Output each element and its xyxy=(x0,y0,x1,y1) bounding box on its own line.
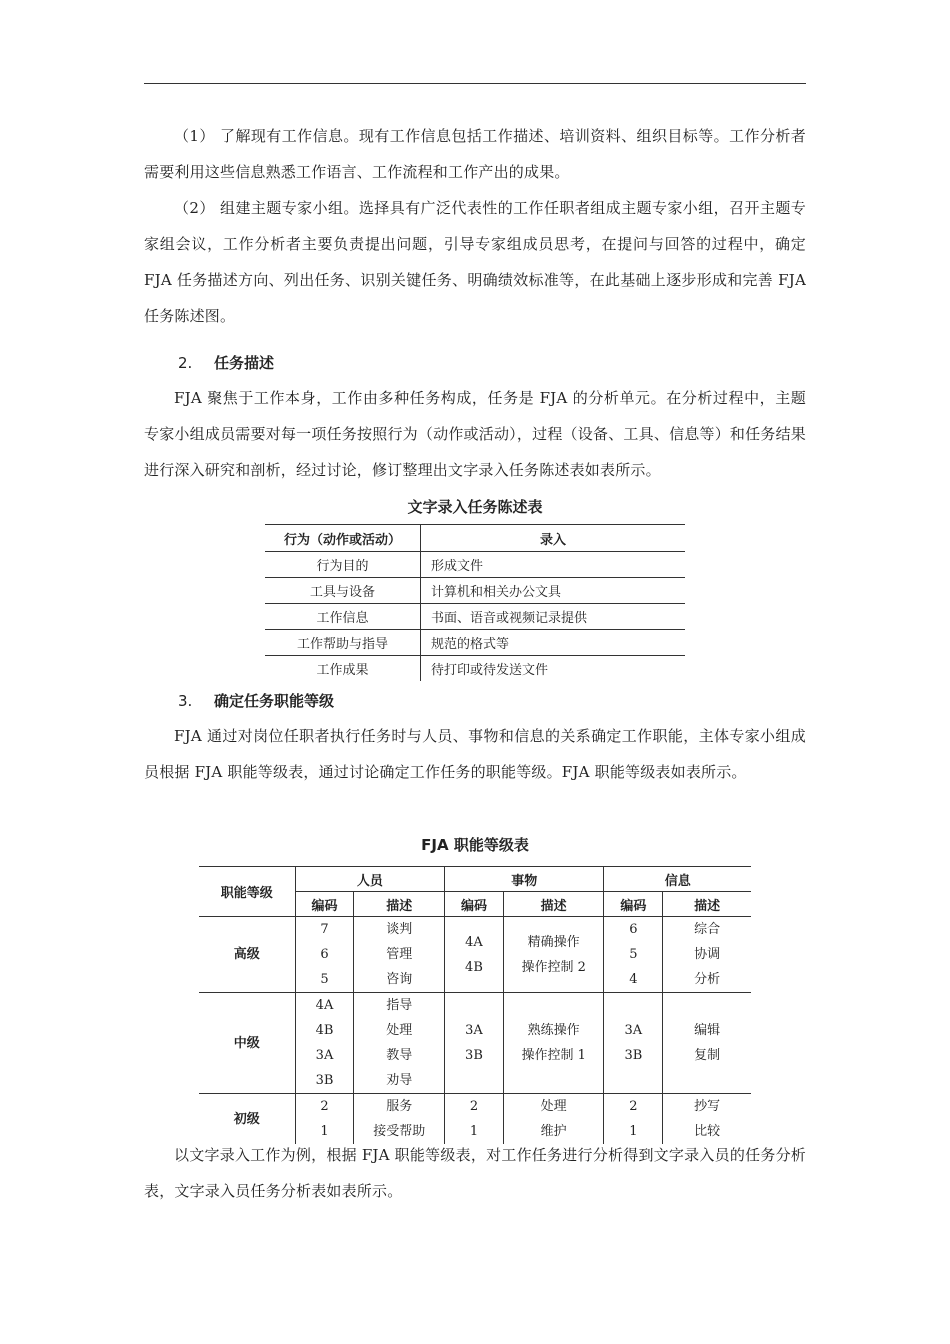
desc-value: 教导 xyxy=(386,1048,413,1063)
table-cell: 工作信息 xyxy=(265,604,421,630)
desc-value: 精确操作 xyxy=(527,934,580,950)
desc-value: 分析 xyxy=(694,972,721,987)
desc-value: 比较 xyxy=(694,1124,721,1139)
table-cell xyxy=(295,917,354,993)
code-value: 4A xyxy=(315,998,334,1013)
code-value: 2 xyxy=(629,1099,638,1114)
level-cell: 高级 xyxy=(199,917,295,993)
table-cell xyxy=(445,917,504,993)
table-header-cell: 录入 xyxy=(421,525,686,552)
code-value: 4A xyxy=(465,934,483,950)
code-value: 3B xyxy=(624,1048,643,1063)
table-cell xyxy=(604,993,663,1094)
code-value: 1 xyxy=(320,1124,329,1139)
table-cell: 书面、语音或视频记录提供 xyxy=(421,604,686,630)
section-title: 确定任务职能等级 xyxy=(214,692,335,710)
desc-value: 编辑 xyxy=(694,1023,721,1038)
desc-value: 处理 xyxy=(386,1023,413,1038)
desc-value: 操作控制 1 xyxy=(521,1048,586,1063)
code-value: 1 xyxy=(469,1124,479,1139)
table-cell xyxy=(354,993,445,1094)
desc-value: 谈判 xyxy=(386,922,413,937)
code-value: 3B xyxy=(315,1073,334,1088)
table-group-header: 人员 xyxy=(295,867,444,892)
table-cell: 工作帮助与指导 xyxy=(265,630,421,656)
section-heading-function-level xyxy=(178,689,334,713)
desc-value: 管理 xyxy=(386,947,413,962)
code-value: 6 xyxy=(320,947,329,962)
table-cell xyxy=(663,917,751,993)
table-header-row xyxy=(265,525,685,552)
code-value: 5 xyxy=(629,947,638,962)
code-value: 3B xyxy=(465,1048,483,1063)
code-value: 3A xyxy=(315,1048,334,1063)
document-page xyxy=(144,0,806,1344)
section-title: 任务描述 xyxy=(214,354,275,372)
table-row xyxy=(199,993,751,1094)
table-subheader-cell: 编码 xyxy=(445,892,504,917)
table-header-cell: 职能等级 xyxy=(199,867,295,917)
code-value: 6 xyxy=(629,922,638,937)
table-cell xyxy=(663,993,751,1094)
desc-value: 维护 xyxy=(540,1124,567,1139)
code-value: 7 xyxy=(320,922,329,937)
table-subheader-cell: 编码 xyxy=(604,892,663,917)
table-cell xyxy=(503,917,604,993)
table-group-header: 事物 xyxy=(445,867,604,892)
desc-value: 服务 xyxy=(386,1099,413,1114)
paragraph-expert-group: （2） 组建主题专家小组。选择具有广泛代表性的工作任职者组成主题专家小组，召开主题专家组会议，工作分析者主要负责提出问题，引导专家组成员思考，在提问与回答的过程中，确定 FJA 任务描述方向、列出任务、识别关键任务、明确绩效标准等，在此基础上逐步形成和完善 FJA 任务陈述图。 xyxy=(144,199,806,325)
header-rule xyxy=(144,83,806,84)
table-cell: 形成文件 xyxy=(421,552,686,578)
paragraph-existing-info: （1） 了解现有工作信息。现有工作信息包括工作描述、培训资料、组织目标等。工作分析者需要利用这些信息熟悉工作语言、工作流程和工作产出的成果。 xyxy=(144,127,806,181)
table-cell: 规范的格式等 xyxy=(421,630,686,656)
level-cell: 初级 xyxy=(233,1111,260,1127)
table-group-header: 信息 xyxy=(604,867,751,892)
desc-value: 协调 xyxy=(694,947,721,962)
code-value: 4 xyxy=(629,972,638,987)
code-value: 3A xyxy=(465,1023,483,1038)
desc-value: 操作控制 2 xyxy=(521,959,586,975)
code-value: 2 xyxy=(320,1099,329,1114)
code-value: 2 xyxy=(469,1099,479,1114)
table-cell: 行为目的 xyxy=(265,552,421,578)
table-subheader-cell: 描述 xyxy=(503,892,604,917)
code-value: 1 xyxy=(629,1124,638,1139)
desc-value: 劝导 xyxy=(386,1073,413,1088)
table-cell: 工作成果 xyxy=(265,656,421,682)
code-value: 4B xyxy=(465,959,483,975)
table-cell xyxy=(354,917,445,993)
desc-value: 抄写 xyxy=(694,1099,721,1114)
table-row xyxy=(265,630,685,656)
table-subheader-cell: 描述 xyxy=(354,892,445,917)
code-value: 3A xyxy=(624,1023,643,1038)
table-row xyxy=(199,917,751,993)
task-statement-table xyxy=(265,524,685,681)
table2-caption: FJA 职能等级表 xyxy=(421,836,529,854)
table-row xyxy=(265,552,685,578)
desc-value: 综合 xyxy=(694,922,721,937)
paragraph-example: 以文字录入工作为例，根据 FJA 职能等级表，对工作任务进行分析得到文字录入员的任务分析表，文字录入员任务分析表如表所示。 xyxy=(144,1146,806,1200)
table1-caption: 文字录入任务陈述表 xyxy=(407,498,543,516)
table-cell xyxy=(503,993,604,1094)
table-row xyxy=(265,604,685,630)
table-cell: 待打印或待发送文件 xyxy=(431,663,549,678)
paragraph-function-level: FJA 通过对岗位任职者执行任务时与人员、事物和信息的关系确定工作职能，主体专家小组成员根据 FJA 职能等级表，通过讨论确定工作任务的职能等级。FJA 职能等级表如表所示。 xyxy=(144,727,806,781)
table-cell: 计算机和相关办公文具 xyxy=(421,578,686,604)
fja-function-level-table xyxy=(199,866,751,1144)
table-cell xyxy=(295,993,354,1094)
section-heading-task-description xyxy=(178,351,274,375)
table-row xyxy=(265,578,685,604)
desc-value: 处理 xyxy=(540,1099,567,1114)
code-value: 4B xyxy=(315,1023,334,1038)
table-header-row xyxy=(199,867,751,892)
desc-value: 熟练操作 xyxy=(527,1023,580,1038)
table-subheader-cell: 编码 xyxy=(295,892,354,917)
table-row xyxy=(265,656,685,682)
section-number: 2. xyxy=(178,354,193,372)
table-cell xyxy=(445,993,504,1094)
code-value: 5 xyxy=(320,972,329,987)
paragraph-task-description: FJA 聚焦于工作本身，工作由多种任务构成，任务是 FJA 的分析单元。在分析过程中，主题专家小组成员需要对每一项任务按照行为（动作或活动），过程（设备、工具、信息等）和任务结果进行深入研究和剖析，经过讨论，修订整理出文字录入任务陈述表如表所示。 xyxy=(144,389,806,479)
desc-value: 复制 xyxy=(694,1048,721,1063)
desc-value: 指导 xyxy=(386,998,413,1013)
desc-value: 接受帮助 xyxy=(373,1124,426,1139)
table-cell: 工具与设备 xyxy=(265,578,421,604)
table-header-cell: 行为（动作或活动） xyxy=(265,525,421,552)
level-cell: 中级 xyxy=(199,993,295,1094)
table-subheader-cell: 描述 xyxy=(663,892,751,917)
section-number: 3. xyxy=(178,692,193,710)
desc-value: 咨询 xyxy=(386,972,413,987)
table-cell xyxy=(604,917,663,993)
